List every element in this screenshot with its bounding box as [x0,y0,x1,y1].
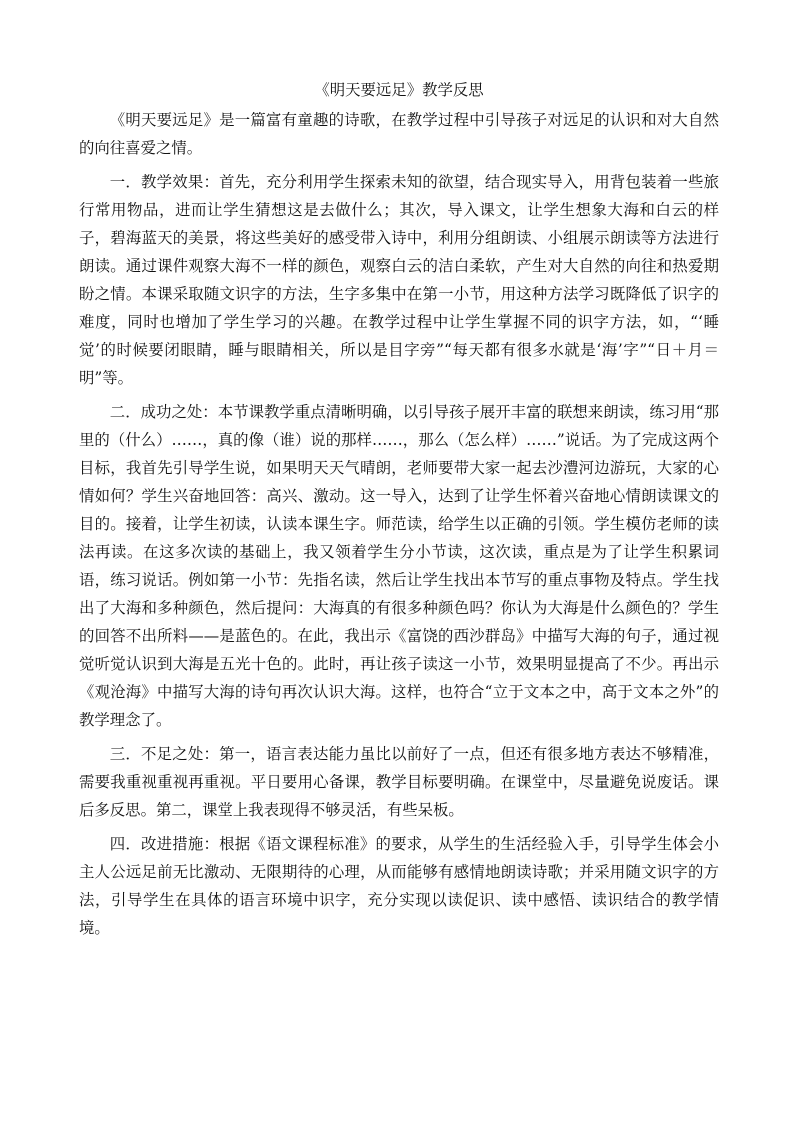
document-body [79,78,719,948]
intro-paragraph: 《明天要远足》是一篇富有童趣的诗歌，在教学过程中引导孩子对远足的认识和对大自然的向往喜爱之情。 [79,111,719,157]
shortcomings-paragraph: 三．不足之处：第一，语言表达能力虽比以前好了一点，但还有很多地方表达不够精准，需要我重视重视再重视。平日要用心备课，教学目标要明确。在课堂中，尽量避免说废话。课后多反思。第二，课堂上我表现得不够灵活，有些呆板。 [79,745,719,819]
teaching-effect-paragraph: 一．教学效果：首先，充分利用学生探索未知的欲望，结合现实导入，用背包装着一些旅行常用物品，进而让学生猜想这是去做什么；其次，导入课文，让学生想象大海和白云的样子，碧海蓝天的美景，将这些美好的感受带入诗中，利用分组朗读、小组展示朗读等方法进行朗读。通过课件观察大海不一样的颜色，观察白云的洁白柔软，产生对大自然的向往和热爱期盼之情。本课采取随文识字的方法，生字多集中在第一小节，用这种方法学习既降低了识字的难度，同时也增加了学生学习的兴趣。在教学过程中让学生掌握不同的识字方法，如，“‘睡觉’的时候要闭眼睛，睡与眼睛相关，所以是目字旁”“每天都有很多水就是‘海’字”“日＋月＝明”等。 [79,173,719,387]
document-title: 《明天要远足》教学反思 [314,81,484,99]
improvement-paragraph: 四．改进措施：根据《语文课程标准》的要求，从学生的生活经验入手，引导学生体会小主人公远足前无比激动、无限期待的心理，从而能够有感情地朗读诗歌；并采用随文识字的方法，引导学生在具体的语言环境中识字，充分实现以读促识、读中感悟、读识结合的教学情境。 [79,835,719,937]
success-paragraph: 二．成功之处：本节课教学重点清晰明确，以引导孩子展开丰富的联想来朗读，练习用“那里的（什么）……，真的像（谁）说的那样……，那么（怎么样）……”说话。为了完成这两个目标，我首先引导学生说，如果明天天气晴朗，老师要带大家一起去沙澧河边游玩，大家的心情如何？学生兴奋地回答：高兴、激动。这一导入，达到了让学生怀着兴奋地心情朗读课文的目的。接着，让学生初读，认读本课生字。师范读，给学生以正确的引领。学生模仿老师的读法再读。在这多次读的基础上，我又领着学生分小节读，这次读，重点是为了让学生积累词语，练习说话。例如第一小节：先指名读，然后让学生找出本节写的重点事物及特点。学生找出了大海和多种颜色，然后提问：大海真的有很多种颜色吗？你认为大海是什么颜色的？学生的回答不出所料——是蓝色的。在此，我出示《富饶的西沙群岛》中描写大海的句子，通过视觉听觉认识到大海是五光十色的。此时，再让孩子读这一小节，效果明显提高了不少。再出示《观沧海》中描写大海的诗句再次认识大海。这样，也符合“立于文本之中，高于文本之外”的教学理念了。 [79,403,719,729]
